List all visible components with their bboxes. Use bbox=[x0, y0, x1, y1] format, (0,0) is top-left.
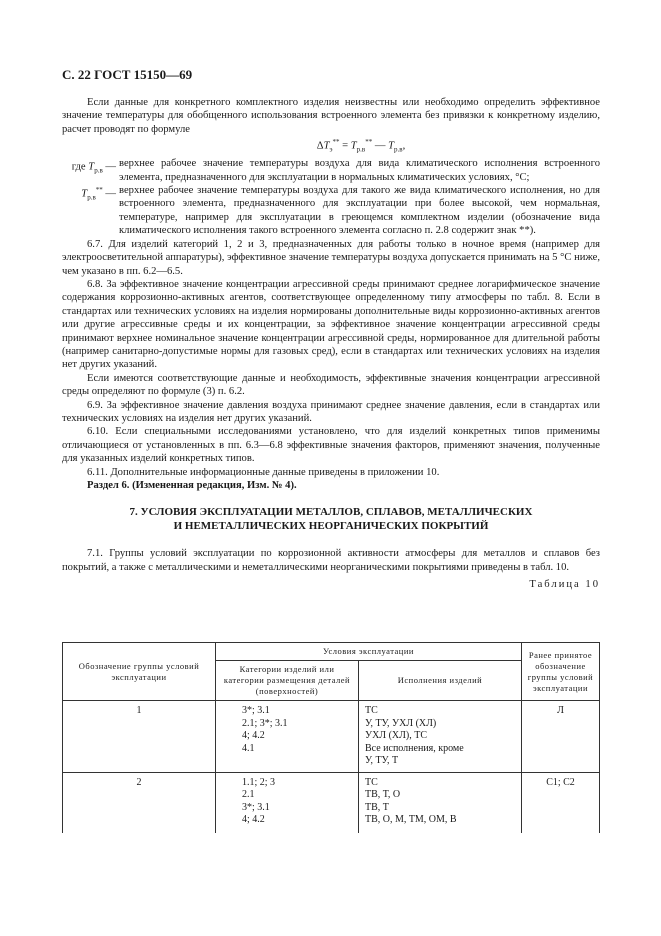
section-7-title: 7. УСЛОВИЯ ЭКСПЛУАТАЦИИ МЕТАЛЛОВ, СПЛАВОВ, МЕТАЛЛИЧЕСКИХ И НЕМЕТАЛЛИЧЕСКИХ НЕОРГАНИЧЕСКИХ ПОКРЫТИЙ bbox=[129, 506, 533, 532]
paragraph-6-7: 6.7. Для изделий категорий 1, 2 и 3, предназначенных для работы только в ночное время (например для электроосветительной аппаратуры), эффективное значение температуры воздуха допускается принимать на 5 °С ниже, чем указано в пп. 6.2—6.5. bbox=[62, 238, 600, 277]
table-row bbox=[63, 772, 600, 833]
header-versions: Исполнения изделий bbox=[359, 661, 522, 701]
cell-versions: ТС ТВ, Т, О ТВ, Т ТВ, О, М, ТМ, ОМ, В bbox=[359, 772, 522, 833]
cell-group: 1 bbox=[63, 701, 216, 773]
intro-paragraph: Если данные для конкретного комплектного изделия неизвестны или необходимо определить эффективное значение температуры для обобщенного использования встроенного элемента без привязки к конкретному изделию, расчет проводят по формуле bbox=[62, 97, 600, 135]
paragraph-6-9: 6.9. За эффективное значение давления воздуха принимают среднее значение давления, если в стандартах или технических условиях на изделия нет других указаний. bbox=[62, 399, 600, 424]
body-text bbox=[62, 96, 600, 596]
table-caption: Таблица 10 bbox=[529, 579, 600, 591]
header-conditions: Условия эксплуатации bbox=[216, 643, 522, 661]
cell-former: Л bbox=[522, 701, 600, 773]
paragraph-6-11: 6.11. Дополнительные информационные данные приведены в приложении 10. bbox=[87, 466, 440, 478]
formula: $\Delta T_э^{**} = T_{р.в}^{**}$ — $T_{р.в}$, bbox=[316, 138, 406, 154]
page-header: С. 22 ГОСТ 15150—69 bbox=[62, 67, 193, 82]
paragraph-7-1: 7.1. Группы условий эксплуатации по коррозионной активности атмосферы для металлов и сплавов без покрытий, а также с металлическими и неметаллическими неорганическими покрытиями приведены в табл. 10. bbox=[62, 548, 600, 573]
cell-categories: 3*; 3.1 2.1; 3*; 3.1 4; 4.2 4.1 bbox=[216, 701, 359, 773]
definition-1: где $T_{р.в}$ — верхнее рабочее значение температуры воздуха для вида климатического исполнения встроенного элемента, предназначенного для эксплуатации в нормальных климатических условиях, °С; bbox=[71, 158, 600, 183]
header-former: Ранее принятое обозначение группы условий эксплуатации bbox=[522, 643, 600, 701]
paragraph-6-10: 6.10. Если специальными исследованиями установлено, что для изделий конкретных типов применимы отличающиеся от установленных в пп. 6.3—6.8 эффективные значения факторов, применяют значения, полученные для указанных изделий конкретных типов. bbox=[62, 426, 600, 465]
definition-2: $T_{р.в}^{**}$ — верхнее рабочее значение температуры воздуха для такого же вида климатического исполнения, но для встроенного элемента, предназначенного для эксплуатации при более высокой, чем нормальная, температуре, например для эксплуатации в греющемся комплектном изделии (обозначение вида климатического исполнения такого встроенного элемента согласно п. 2.8 содержит знак **). bbox=[81, 185, 600, 237]
table-row bbox=[63, 701, 600, 773]
edit-note: Раздел 6. (Измененная редакция, Изм. № 4). bbox=[87, 480, 297, 492]
definitions bbox=[62, 157, 600, 237]
cell-group: 2 bbox=[63, 772, 216, 833]
cell-former: С1; С2 bbox=[522, 772, 600, 833]
header-categories: Категории изделий или категории размещения деталей (поверхностей) bbox=[216, 661, 359, 701]
paragraph-6-8: 6.8. За эффективное значение концентрации агрессивной среды принимают среднее логарифмическое значение содержания коррозионно-активных агентов, соответствующее определенному типу атмосферы по табл. 8. Если в стандартах или технических условиях на изделия нормированы дополнительные виды коррозионно-активных агентов или другие агрессивные среды и их концентрации, за эффективное значение концентрации агрессивной среды принимают верхнее номинальное значение концентрации агрессивной среды, нормированное для длительной работы (например санитарно-допустимые нормы для газовых сред), если в стандартах или технических условиях на изделия нет других указаний. bbox=[62, 278, 600, 371]
cell-categories: 1.1; 2; 3 2.1 3*; 3.1 4; 4.2 bbox=[216, 772, 359, 833]
table-10 bbox=[62, 642, 600, 833]
cell-versions: ТС У, ТУ, УХЛ (ХЛ) УХЛ (ХЛ), ТС Все исполнения, кроме У, ТУ, Т bbox=[359, 701, 522, 773]
paragraph-6-8-cont: Если имеются соответствующие данные и необходимость, эффективные значения концентрации агрессивной среды определяют по формуле (3) п. 6.2. bbox=[62, 372, 600, 398]
header-group: Обозначение группы условий эксплуатации bbox=[63, 643, 216, 701]
